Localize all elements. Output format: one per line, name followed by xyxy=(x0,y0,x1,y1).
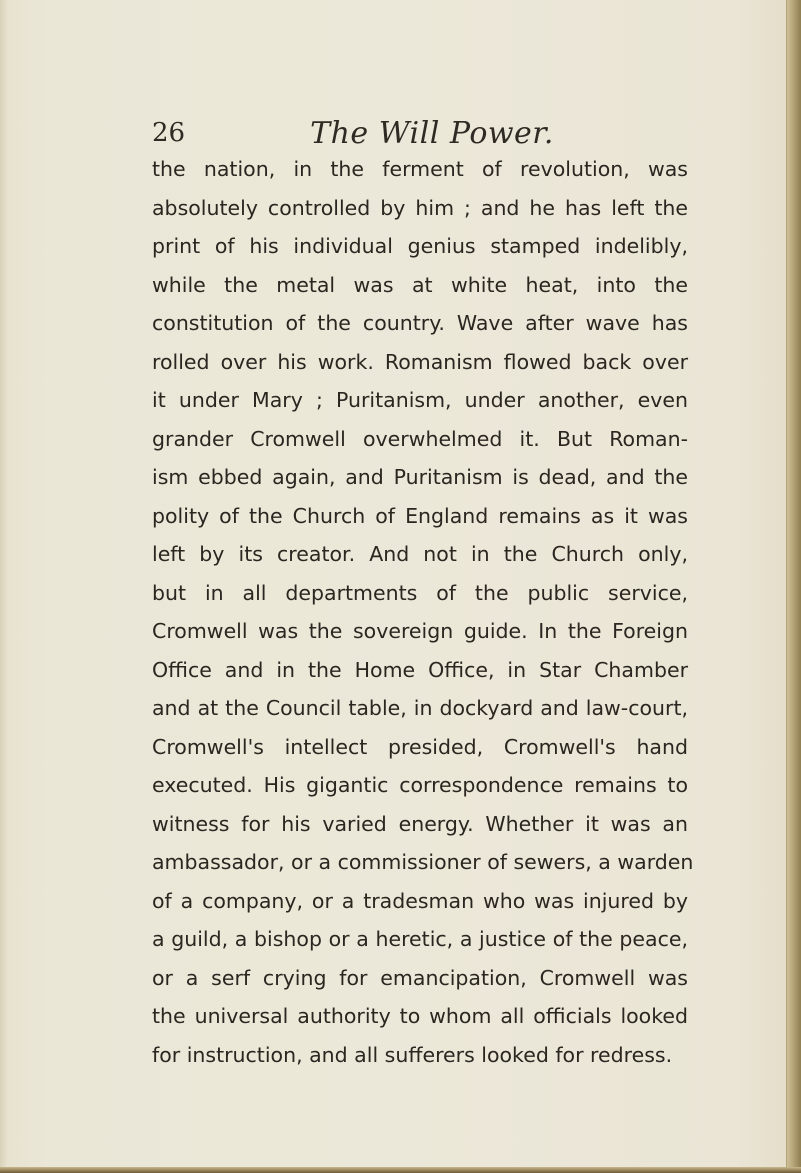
text-line: a guild, a bishop or a heretic, a justice of the peace, xyxy=(152,927,688,951)
text-line: Cromwell's intellect presided, Cromwell's hand xyxy=(152,734,688,759)
text-line: or a serf crying for emancipation, Cromwell was xyxy=(152,965,688,990)
page-gutter-shadow xyxy=(0,0,8,1173)
page-number: 26 xyxy=(152,118,186,148)
text-line: absolutely controlled by him ; and he has left the xyxy=(152,195,688,220)
text-line: grander Cromwell overwhelmed it. But Roman- xyxy=(152,426,688,451)
text-line: ambassador, or a commissioner of sewers, a warden xyxy=(152,850,694,874)
text-line: print of his individual genius stamped indelibly, xyxy=(152,234,688,258)
text-line: executed. His gigantic correspondence remains to xyxy=(152,773,688,797)
text-line: left by its creator. And not in the Church only, xyxy=(152,542,688,566)
text-line: witness for his varied energy. Whether it was an xyxy=(152,811,688,836)
text-line: polity of the Church of England remains as it was xyxy=(152,503,688,528)
text-line: Office and in the Home Office, in Star Chamber xyxy=(152,657,688,682)
text-line: constitution of the country. Wave after wave has xyxy=(152,311,688,335)
text-line: the universal authority to whom all officials looked xyxy=(152,1004,688,1028)
text-line: it under Mary ; Puritanism, under another, even xyxy=(152,388,688,412)
text-line: while the metal was at white heat, into the xyxy=(152,272,688,297)
body-paragraph xyxy=(152,150,694,1074)
running-title: The Will Power. xyxy=(310,116,554,151)
text-line: the nation, in the ferment of revolution, was xyxy=(152,157,688,181)
text-line: but in all departments of the public service, xyxy=(152,580,688,605)
text-line: ism ebbed again, and Puritanism is dead, and the xyxy=(152,465,688,489)
text-line: for instruction, and all sufferers looked for redress. xyxy=(152,1042,673,1067)
page-edge-bottom xyxy=(0,1167,801,1173)
text-line: and at the Council table, in dockyard and law-court, xyxy=(152,696,688,720)
text-line: Cromwell was the sovereign guide. In the Foreign xyxy=(152,619,688,643)
text-line: rolled over his work. Romanism flowed back over xyxy=(152,349,688,374)
page-edge-right xyxy=(786,0,801,1173)
text-line: of a company, or a tradesman who was injured by xyxy=(152,888,688,913)
